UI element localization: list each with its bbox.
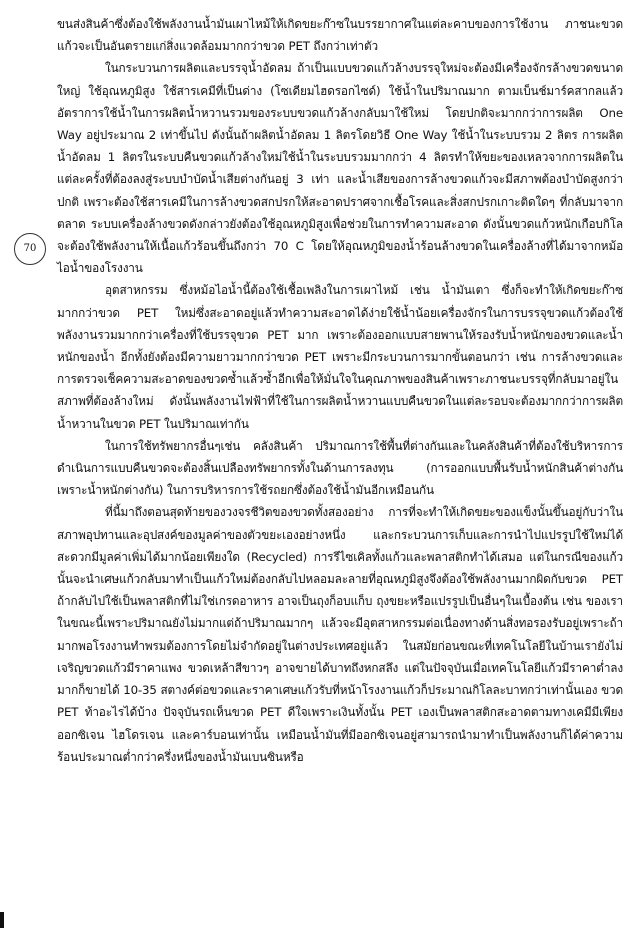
paragraph-4: ในการใช้ทรัพยากรอื่นๆเช่น คลังสินค้า ปริมาณการใช้พื้นที่ต่างกันและในคลังสินค้าที่ต้องใช้บริหารการดำเนินการแบบคืนขวดจะต้องสิ้นเปลืองทรัพยากรทั้งในด้านการลงทุน (การออกแบบพื้นรับน้ำหนักสินค้าต่างกัน เพราะน้ำหนักต่างกัน) ในการบริหารการใช้รถยกซึ่งต้องใช้น้ำมันอีกเหมือนกัน xyxy=(57,438,623,498)
body-text xyxy=(57,13,623,768)
scan-edge-mark xyxy=(0,912,4,928)
paragraph-2: ในกระบวนการผลิตและบรรจุน้ำอัดลม ถ้าเป็นแบบขวดแก้วล้างบรรจุใหม่จะต้องมีเครื่องจักรล้างขวดขนาดใหญ่ ใช้อุณหภูมิสูง ใช้สารเคมีที่เป็นด่าง (โซเดียมไฮดรอกไซด์) ใช้น้ำในปริมาณมาก ตามเบ็นช์มาร์คสากลแล้วอัตราการใช้น้ำในการผลิตน้ำหวานรวมของระบบขวดแก้วล้างกลับมาใช้ใหม่ โดยปกติจะมากกว่าการผลิต One Way อยู่ประมาณ 2 เท่าขึ้นไป ดังนั้นถ้าผลิตน้ำอัดลม 1 ลิตรโดยวิธี One Way ใช้น้ำในระบบรวม 2 ลิตร การผลิตน้ำอัดลม 1 ลิตรในระบบคืนขวดแก้วล้างใหม่ใช้น้ำในระบบรวมมากกว่า 4 ลิตรทำให้ขยะของเหลวจากการผลิตในแต่ละครั้งที่ต้องลงสู่ระบบบำบัดน้ำเสียต่างกันอยู่ 3 เท่า และน้ำเสียของการล้างขวดแก้วจะมีสภาพต้องบำบัดสูงกว่าปกติ เพราะต้องใช้สารเคมีในการล้างขวดสกปรกให้สะอาดปราศจากเชื้อโรคและสิ่งสกปรกเกาะติดใดๆ ที่กลับมาจากตลาด ระบบเครื่องล้างขวดดังกล่าวยังต้องใช้อุณหภูมิสูงเพื่อช่วยในการทำความสะอาด ดังนั้นขวดแก้วหนักเกือบกิโลจะต้องใช้พลังงานให้เนื้อแก้วร้อนขึ้นถึงกว่า 70 C โดยให้อุณหภูมิของน้ำร้อนล้างขวดในเครื่องล้างที่ได้มาจากหม้อไอน้ำของโรงงาน xyxy=(57,61,623,276)
paragraph-5: ที่นี้มาถึงตอนสุดท้ายของวงจรชีวิตของขวดทั้งสองอย่าง การที่จะทำให้เกิดขยะของแข็งนั้นขึ้นอยู่กับว่าในสภาพอุปทานและอุปสงค์ของมูลค่าของตัวขยะเองอย่างหนึ่ง และกระบวนการเก็บและการนำไปแปรรูปใช้ใหม่ได้สะดวกมีมูลค่าเพิ่มได้มากน้อยเพียงใด (Recycled) การรีไซเคิลทั้งแก้วและพลาสติกทำได้เสมอ แต่ในกรณีของแก้วนั้นจะนำเศษแก้วกลับมาทำเป็นแก้วใหม่ต้องกลับไปหลอมละลายที่อุณหภูมิสูงจึงต้องใช้พลังงานมากผิดกับขวด PET ถ้ากลับไปใช้เป็นพลาสติกที่ไม่ใช่เกรดอาหาร อาจเป็นถุงก็อบแก็บ ถุงขยะหรือแปรรูปเป็นอื่นๆในเบื้องต้น เช่น ของเราในขณะนี้เพราะปริมาณยังไม่มากแต่ถ้าปริมาณมากๆ แล้วจะมีอุตสาหกรรมต่อเนื่องทางด้านสิ่งทอรองรับอยู่เพราะถ้ามากพอโรงงานทำพรมต้องการโดยไม่จำกัดอยู่ในต่างประเทศอยู่แล้ว ในสมัยก่อนขณะที่เทคโนโลยีในบ้านเรายังไม่เจริญขวดแก้วมีราคาแพง ขวดเหล้าสีขาวๆ อาจขายได้บาทถึงหกสลึง แต่ในปัจจุบันเมื่อเทคโนโลยีแก้วมีราคาต่ำลงมากก็ขายได้ 10-35 สตางค์ต่อขวดและราคาเศษแก้วรับที่หน้าโรงงานแก้วก็ประมาณกิโลละบาทกว่าเท่านั้นเอง ขวด PET ท้าอะไรได้บ้าง ปัจจุบันรถเห็นขวด PET ดีใจเพราะเงินทั้งนั้น PET เองเป็นพลาสติกสะอาดตามทางเคมีมีเพียงออกซิเจน ไฮโดรเจน และคาร์บอนเท่านั้น เหมือนน้ำมันที่มีออกซิเจนอยู่สามารถนำมาทำเป็นพลังงานก็ได้ค่าความร้อนประมาณต่ำกว่าครึ่งหนึ่งของน้ำมันเบนซินหรือ xyxy=(57,505,623,764)
page-number-circle: 70 xyxy=(14,233,46,265)
paragraph-1: ขนส่งสินค้าซึ่งต้องใช้พลังงานน้ำมันเผาไหม้ให้เกิดขยะก๊าซในบรรยากาศในแต่ละคาบของการใช้งาน ภาชนะขวดแก้วจะเป็นอันตรายแก่สิ่งแวดล้อมมากกว่าขวด PET ถึงกว่าเท่าตัว xyxy=(57,17,623,54)
paragraph-3: อุตสาหกรรม ซึ่งหม้อไอน้ำนี้ต้องใช้เชื้อเพลิงในการเผาไหม้ เช่น น้ำมันเตา ซึ่งก็จะทำให้เกิดขยะก๊าซมากกว่าขวด PET ใหม่ซึ่งสะอาดอยู่แล้วทำความสะอาดได้ง่ายใช้น้ำน้อยเครื่องจักรในการบรรจุขวดแก้วต้องใช้พลังงานรวมมากกว่าเครื่องที่ใช้บรรจุขวด PET มาก เพราะต้องออกแบบสายพานให้รองรับน้ำหนักของขวดและน้ำหนักของน้ำ อีกทั้งยังต้องมีความยาวมากกว่าขวด PET เพราะมีกระบวนการมากขั้นตอนกว่า เช่น การล้างขวดและการตรวจเช็คความสะอาดของขวดซ้ำแล้วซ้ำอีกเพื่อให้มั่นใจในคุณภาพของสินค้าเพราะภาชนะบรรจุที่กลับมาอยู่ในสภาพที่ต้องล้างใหม่ ดังนั้นพลังงานไฟฟ้าที่ใช้ในการผลิตน้ำหวานแบบคืนขวดในแต่ละรอบจะต้องมากกว่าการผลิตน้ำหวานในขวด PET ในปริมาณเท่ากัน xyxy=(57,283,623,431)
